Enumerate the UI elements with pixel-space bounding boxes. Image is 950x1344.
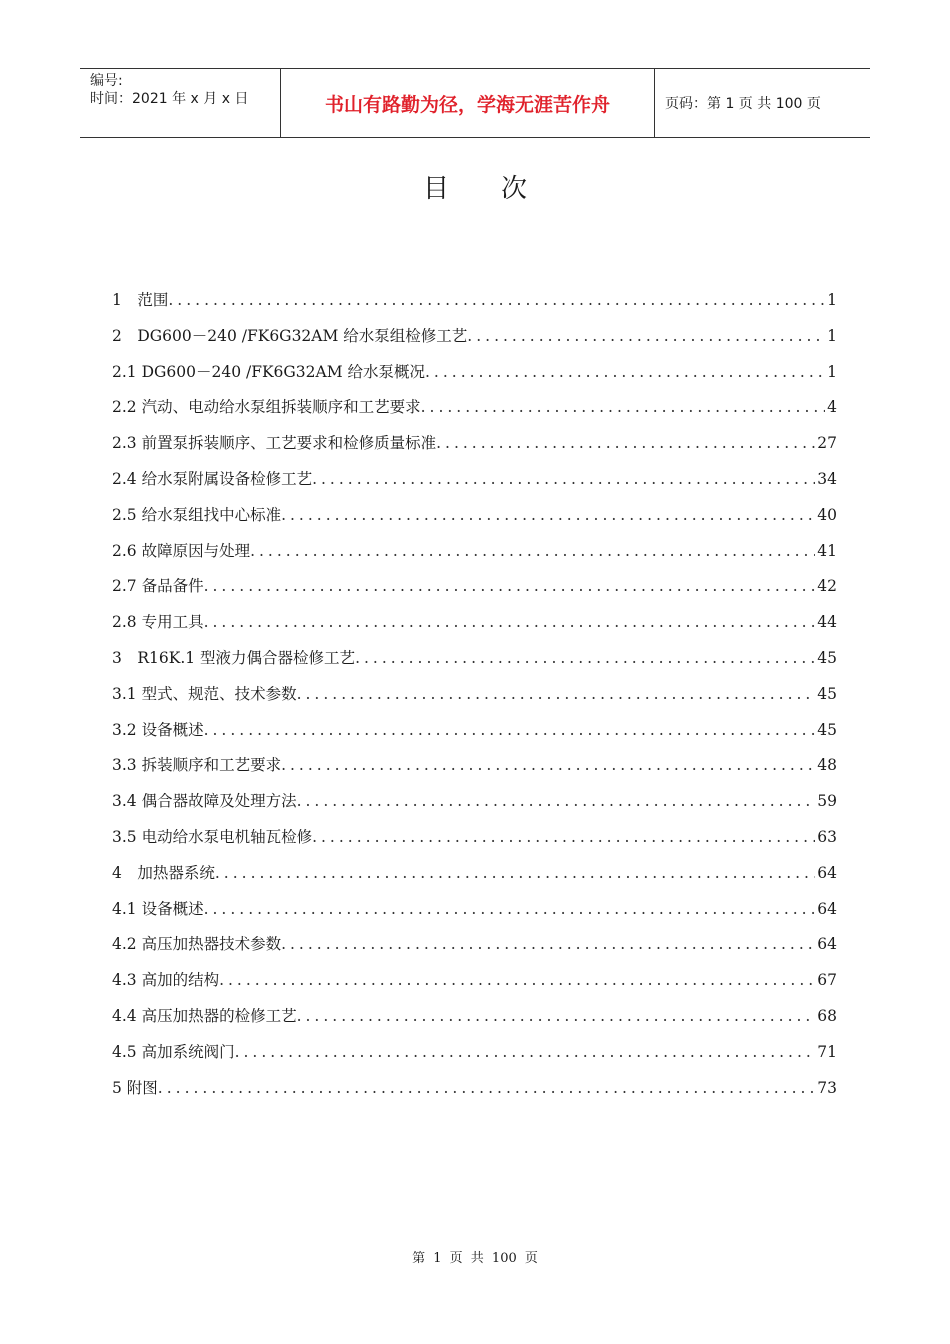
- toc-leader-dots: [204, 900, 816, 918]
- toc-entry-page: 64: [817, 935, 837, 954]
- toc-entry[interactable]: [112, 1004, 837, 1040]
- toc-leader-dots: [281, 506, 815, 524]
- toc-leader-dots: [219, 971, 815, 989]
- toc-entry[interactable]: [112, 932, 837, 968]
- toc-entry-label: 3.3 拆装顺序和工艺要求: [112, 756, 282, 775]
- toc-entry-label: 2.5 给水泵组找中心标准: [112, 505, 282, 524]
- toc-entry-page: 1: [827, 326, 837, 345]
- page-header: [80, 68, 870, 138]
- toc-title: 目次: [422, 174, 579, 204]
- toc-entry-page: 64: [817, 899, 837, 918]
- toc-leader-dots: [312, 470, 815, 488]
- toc-entry[interactable]: [112, 825, 837, 861]
- toc-leader-dots: [425, 363, 825, 381]
- toc-entry-label: 4 加热器系统: [112, 863, 215, 882]
- toc-entry-page: 45: [817, 720, 837, 739]
- toc-entry-page: 1: [827, 362, 837, 381]
- toc-entry[interactable]: [112, 861, 837, 897]
- toc-entry-label: 4.1 设备概述: [112, 899, 204, 918]
- table-of-contents: [112, 288, 837, 1111]
- toc-entry[interactable]: [112, 1040, 837, 1076]
- toc-entry[interactable]: [112, 718, 837, 754]
- toc-entry[interactable]: [112, 539, 837, 575]
- toc-entry-page: 71: [817, 1042, 837, 1061]
- toc-leader-dots: [297, 1007, 816, 1025]
- toc-entry[interactable]: [112, 682, 837, 718]
- toc-leader-dots: [281, 935, 815, 953]
- toc-leader-dots: [235, 1043, 816, 1061]
- toc-entry[interactable]: [112, 395, 837, 431]
- toc-entry[interactable]: [112, 1076, 837, 1112]
- toc-entry[interactable]: [112, 431, 837, 467]
- toc-leader-dots: [297, 685, 816, 703]
- toc-entry-page: 41: [817, 541, 837, 560]
- toc-entry-page: 40: [817, 505, 837, 524]
- toc-entry-label: 4.5 高加系统阀门: [112, 1042, 235, 1061]
- toc-entry-page: 59: [817, 792, 837, 811]
- document-number-label: 编号:: [90, 73, 123, 89]
- toc-entry-label: 2.4 给水泵附属设备检修工艺: [112, 469, 313, 488]
- toc-entry-label: 3.5 电动给水泵电机轴瓦检修: [112, 827, 313, 846]
- toc-entry-page: 27: [817, 434, 837, 453]
- toc-entry-label: 3.1 型式、规范、技术参数: [112, 684, 297, 703]
- toc-entry-page: 4: [827, 398, 837, 417]
- toc-entry-label: 2.7 备品备件: [112, 577, 204, 596]
- toc-entry-label: 3.4 偶合器故障及处理方法: [112, 792, 297, 811]
- toc-leader-dots: [204, 613, 816, 631]
- toc-leader-dots: [250, 542, 815, 560]
- toc-entry[interactable]: [112, 646, 837, 682]
- toc-entry-label: 2.6 故障原因与处理: [112, 541, 251, 560]
- toc-leader-dots: [168, 291, 825, 309]
- toc-entry[interactable]: [112, 360, 837, 396]
- header-info-cell: [80, 69, 281, 137]
- toc-entry[interactable]: [112, 324, 837, 360]
- page-footer: 第 1 页 共 100 页: [412, 1251, 538, 1266]
- toc-entry-label: 2 DG600－240 /FK6G32AM 给水泵组检修工艺: [112, 326, 468, 345]
- toc-entry[interactable]: [112, 574, 837, 610]
- toc-entry-page: 67: [817, 971, 837, 990]
- toc-entry[interactable]: [112, 467, 837, 503]
- toc-leader-dots: [467, 327, 825, 345]
- document-date: 时间：2021 年 x 月 x 日: [90, 91, 249, 107]
- toc-leader-dots: [281, 756, 815, 774]
- toc-entry[interactable]: [112, 610, 837, 646]
- toc-entry-page: 45: [817, 684, 837, 703]
- toc-entry-label: 2.2 汽动、电动给水泵组拆装顺序和工艺要求: [112, 398, 421, 417]
- toc-entry[interactable]: [112, 753, 837, 789]
- toc-leader-dots: [436, 434, 815, 452]
- toc-leader-dots: [158, 1079, 815, 1097]
- toc-entry-page: 48: [817, 756, 837, 775]
- toc-leader-dots: [215, 864, 815, 882]
- toc-entry-label: 5 附图: [112, 1078, 158, 1097]
- toc-leader-dots: [421, 398, 826, 416]
- toc-entry[interactable]: [112, 968, 837, 1004]
- toc-entry-page: 34: [817, 469, 837, 488]
- toc-entry-label: 3 R16K.1 型液力偶合器检修工艺: [112, 648, 356, 667]
- toc-leader-dots: [204, 577, 816, 595]
- toc-entry[interactable]: [112, 789, 837, 825]
- header-page-code: 页码：第 1 页 共 100 页: [665, 96, 821, 112]
- toc-entry-label: 4.3 高加的结构: [112, 971, 220, 990]
- toc-entry[interactable]: [112, 503, 837, 539]
- toc-entry-page: 73: [817, 1078, 837, 1097]
- toc-entry-page: 64: [817, 863, 837, 882]
- toc-entry-label: 3.2 设备概述: [112, 720, 204, 739]
- toc-entry-page: 63: [817, 827, 837, 846]
- toc-entry-label: 4.2 高压加热器技术参数: [112, 935, 282, 954]
- toc-leader-dots: [312, 828, 815, 846]
- toc-entry-label: 2.8 专用工具: [112, 613, 204, 632]
- toc-entry-label: 1 范围: [112, 291, 169, 309]
- toc-leader-dots: [297, 792, 816, 810]
- toc-entry[interactable]: [112, 288, 837, 324]
- toc-leader-dots: [355, 649, 815, 667]
- toc-leader-dots: [204, 721, 816, 739]
- toc-entry-page: 44: [817, 613, 837, 632]
- toc-entry[interactable]: [112, 897, 837, 933]
- toc-entry-page: 45: [817, 648, 837, 667]
- toc-entry-label: 2.1 DG600－240 /FK6G32AM 给水泵概况: [112, 362, 425, 381]
- toc-entry-label: 2.3 前置泵拆装顺序、工艺要求和检修质量标准: [112, 434, 437, 453]
- toc-entry-page: 68: [817, 1006, 837, 1025]
- toc-entry-label: 4.4 高压加热器的检修工艺: [112, 1006, 297, 1025]
- header-slogan: 书山有路勤为径，学海无涯苦作舟: [281, 69, 655, 137]
- toc-entry-page: 1: [827, 291, 837, 309]
- toc-entry-page: 42: [817, 577, 837, 596]
